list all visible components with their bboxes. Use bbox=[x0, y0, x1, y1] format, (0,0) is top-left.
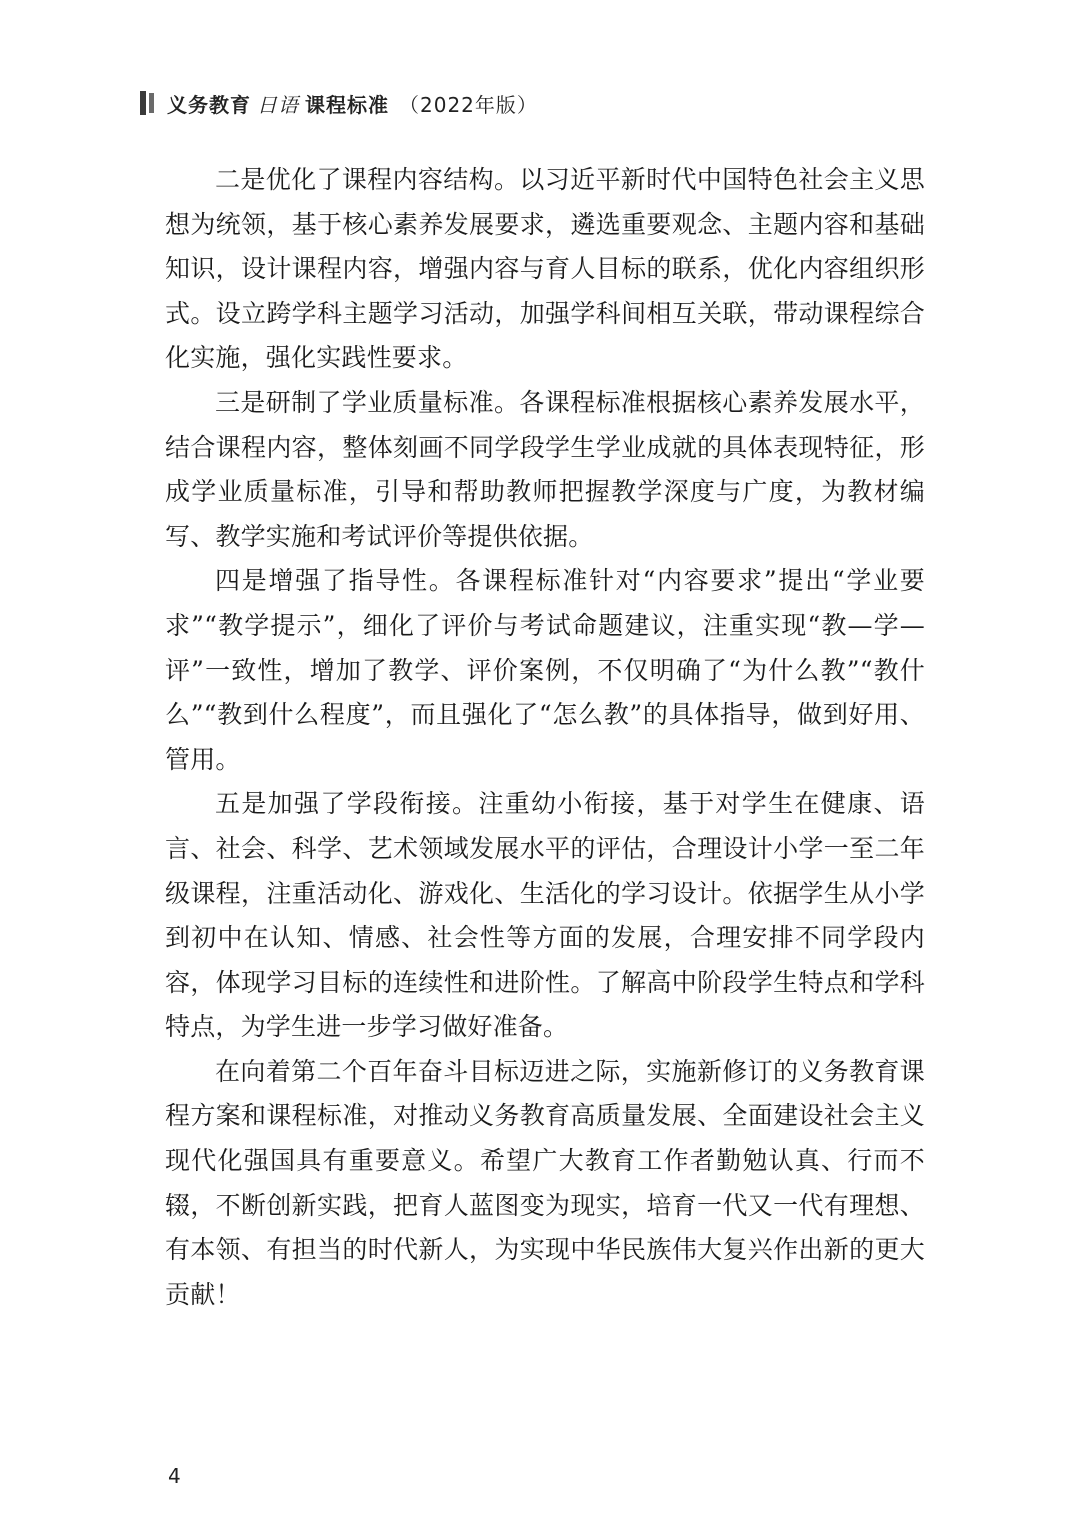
paragraph: 二是优化了课程内容结构。以习近平新时代中国特色社会主义思想为统领，基于核心素养发展要求，遴选重要观念、主题内容和基础知识，设计课程内容，增强内容与育人目标的联系，优化内容组织形式。设立跨学科主题学习活动，加强学科间相互关联，带动课程综合化实施，强化实践性要求。 bbox=[165, 165, 925, 373]
paragraph: 四是增强了指导性。各课程标准针对“内容要求”提出“学业要求”“教学提示”，细化了评价与考试命题建议，注重实现“教—学—评”一致性，增加了教学、评价案例，不仅明确了“为什么教”“教什么”“教到什么程度”，而且强化了“怎么教”的具体指导，做到好用、管用。 bbox=[165, 566, 925, 774]
header-title bbox=[167, 89, 538, 118]
running-header bbox=[140, 88, 538, 118]
body-text bbox=[165, 158, 925, 1317]
paragraph: 三是研制了学业质量标准。各课程标准根据核心素养发展水平，结合课程内容，整体刻画不同学段学生学业成就的具体表现特征，形成学业质量标准，引导和帮助教师把握教学深度与广度，为教材编写、教学实施和考试评价等提供依据。 bbox=[165, 387, 925, 551]
header-subject: 日语 bbox=[257, 92, 299, 117]
header-edition: （2022年版） bbox=[399, 92, 538, 117]
header-bar-icon bbox=[140, 91, 157, 115]
header-bar-dark bbox=[140, 91, 146, 115]
header-standard: 课程标准 bbox=[305, 92, 389, 117]
header-bar-light bbox=[149, 93, 154, 113]
paragraph: 五是加强了学段衔接。注重幼小衔接，基于对学生在健康、语言、社会、科学、艺术领域发展水平的评估，合理设计小学一至二年级课程，注重活动化、游戏化、生活化的学习设计。依据学生从小学到初中在认知、情感、社会性等方面的发展，合理安排不同学段内容，体现学习目标的连续性和进阶性。了解高中阶段学生特点和学科特点，为学生进一步学习做好准备。 bbox=[165, 789, 925, 1042]
header-series: 义务教育 bbox=[167, 92, 251, 117]
page-number: 4 bbox=[168, 1464, 181, 1488]
paragraph: 在向着第二个百年奋斗目标迈进之际，实施新修订的义务教育课程方案和课程标准，对推动义务教育高质量发展、全面建设社会主义现代化强国具有重要意义。希望广大教育工作者勤勉认真、行而不辍，不断创新实践，把育人蓝图变为现实，培育一代又一代有理想、有本领、有担当的时代新人，为实现中华民族伟大复兴作出新的更大贡献！ bbox=[165, 1056, 925, 1309]
